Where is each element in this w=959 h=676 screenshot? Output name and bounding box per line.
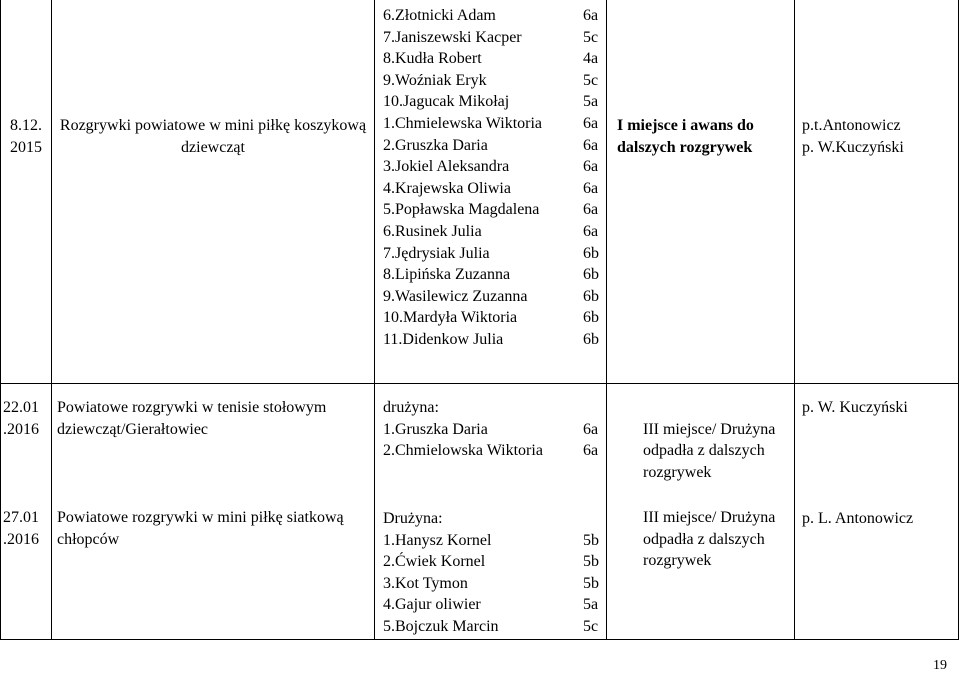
participant-name: 5.Bojczuk Marcin	[383, 617, 499, 635]
grid-line	[51, 0, 52, 640]
participant-class: 5c	[583, 71, 599, 89]
participant-name: 4.Krajewska Oliwia	[383, 179, 511, 197]
participant-name: 2.Chmielowska Wiktoria	[383, 442, 543, 460]
grid-line	[0, 0, 1, 640]
participant-name: 8.Kudła Robert	[383, 50, 482, 68]
participant-class: 5b	[583, 553, 599, 571]
grid-line	[0, 383, 959, 384]
grid-line	[794, 0, 795, 640]
participant-name: 1.Hanysz Kornel	[383, 531, 492, 549]
row2-date-line: .2016	[3, 420, 39, 438]
participant-name: 6.Złotnicki Adam	[383, 7, 496, 24]
participant-class: 6a	[583, 158, 599, 176]
participant-name: 1.Gruszka Daria	[383, 420, 488, 438]
participant-class: 6b	[583, 244, 599, 262]
participant-name: 9.Woźniak Eryk	[383, 71, 487, 89]
teacher-name: p. W. Kuczyński	[802, 399, 908, 416]
row2-participants	[383, 397, 603, 462]
participant-name: 4.Gajur oliwier	[383, 596, 481, 614]
participant-name: 9.Wasilewicz Zuzanna	[383, 287, 528, 305]
participant-class: 6b	[583, 330, 599, 348]
participant-name: 5.Popławska Magdalena	[383, 201, 540, 219]
teacher-name: p.t.Antonowicz	[802, 117, 901, 134]
participant-class: 6b	[583, 266, 599, 284]
team-label: Drużyna:	[383, 510, 443, 527]
row1-event: Rozgrywki powiatowe w mini piłkę koszykową dziewcząt	[59, 117, 367, 156]
participant-class: 5a	[583, 596, 599, 614]
participant-class: 5b	[583, 531, 599, 549]
row1-classes	[583, 5, 605, 351]
row3-teacher	[802, 508, 952, 530]
participant-class: 6a	[583, 114, 599, 132]
participant-name: 10.Jagucak Mikołaj	[383, 93, 510, 111]
participant-class: 6a	[583, 201, 599, 219]
participant-class: 6a	[583, 179, 599, 197]
teacher-name: p. L. Antonowicz	[802, 510, 914, 527]
page-number: 19	[933, 658, 947, 673]
grid-line	[606, 0, 607, 640]
participant-class: 6a	[583, 7, 599, 24]
participant-name: 6.Rusinek Julia	[383, 222, 482, 240]
row3-date-line: 27.01	[3, 509, 39, 526]
row2-event: Powiatowe rozgrywki w tenisie stołowym dziewcząt/Gierałtowiec	[57, 399, 327, 438]
participant-class: 6a	[583, 136, 599, 154]
participant-name: 8.Lipińska Zuzanna	[383, 266, 511, 284]
row2-date	[3, 397, 51, 440]
participant-class: 6a	[583, 442, 599, 460]
row2-classes	[583, 419, 605, 462]
participant-class: 5b	[583, 574, 599, 592]
row2-teacher	[802, 397, 952, 419]
participant-class: 6a	[583, 222, 599, 240]
participant-name: 2.Ćwiek Kornel	[383, 553, 486, 571]
participant-class: 4a	[583, 50, 599, 68]
participant-class: 6a	[583, 420, 599, 438]
participant-class: 6b	[583, 287, 599, 305]
participant-name: 3.Kot Tymon	[383, 574, 468, 592]
teacher-name: p. W.Kuczyński	[802, 138, 904, 156]
participant-name: 3.Jokiel Aleksandra	[383, 158, 510, 176]
row1-result: I miejsce i awans do dalszych rozgrywek	[617, 117, 754, 156]
row1-date	[2, 115, 50, 158]
row2-result: III miejsce/ Drużyna odpadła z dalszych rozgrywek	[643, 420, 776, 481]
row3-participants	[383, 508, 603, 638]
row3-date	[3, 507, 51, 550]
grid-line	[0, 639, 959, 640]
row1-date-line: 8.12.	[10, 117, 42, 134]
team-label: drużyna:	[383, 399, 439, 416]
participant-class: 5c	[583, 28, 599, 46]
row2-date-line: 22.01	[3, 399, 39, 416]
participant-class: 5a	[583, 93, 599, 111]
participant-class: 5c	[583, 617, 599, 635]
row1-date-line: 2015	[10, 138, 42, 156]
participant-name: 1.Chmielewska Wiktoria	[383, 114, 543, 132]
row3-classes	[583, 530, 605, 638]
participant-name: 7.Jędrysiak Julia	[383, 244, 490, 262]
participant-name: 11.Didenkow Julia	[383, 330, 504, 348]
row3-event: Powiatowe rozgrywki w mini piłkę siatkową chłopców	[57, 509, 344, 548]
participant-name: 2.Gruszka Daria	[383, 136, 488, 154]
grid-line	[374, 0, 375, 640]
row3-date-line: .2016	[3, 530, 39, 548]
row1-participants	[383, 5, 603, 351]
participant-class: 6b	[583, 309, 599, 327]
participant-name: 7.Janiszewski Kacper	[383, 28, 522, 46]
row1-teachers	[802, 115, 952, 158]
row3-result: III miejsce/ Drużyna odpadła z dalszych rozgrywek	[643, 509, 776, 570]
participant-name: 10.Mardyła Wiktoria	[383, 309, 518, 327]
